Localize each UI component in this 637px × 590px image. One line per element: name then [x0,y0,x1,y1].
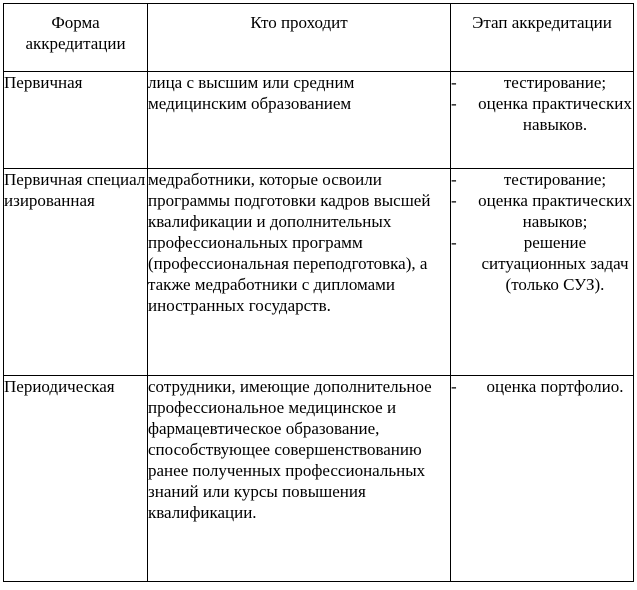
form-cell [4,72,148,169]
who-cell [148,169,451,376]
stage-list [451,72,633,135]
table-row [4,376,634,582]
stage-text: оценка практических навыков. [478,94,632,134]
header-cell-who [148,4,451,72]
stage-list [451,169,633,295]
bullet-dash: - [451,191,457,210]
accreditation-table [3,3,634,582]
stage-cell [451,376,634,582]
stage-text: решение ситуационных задач (только СУЗ). [481,233,629,294]
bullet-dash: - [451,94,457,113]
header-cell-stage [451,4,634,72]
bullet-dash: - [451,170,457,189]
bullet-dash: - [451,233,457,252]
stage-text: оценка портфолио. [486,377,624,396]
bullet-dash: - [451,377,457,396]
header-cell-form [4,4,148,72]
stage-text: тестирование; [503,73,607,92]
who-cell [148,376,451,582]
stage-cell [451,169,634,376]
form-text: Периодическая [4,377,115,396]
form-cell [4,376,148,582]
stage-text: тестирование; [503,170,607,189]
header-stage-label: Этап аккредитации [472,13,612,32]
stage-item [451,232,633,295]
table-row [4,72,634,169]
form-text: Первичная специализированная [4,170,146,210]
header-who-label: Кто проходит [250,13,348,32]
table-header-row [4,4,634,72]
who-cell [148,72,451,169]
stage-item [451,376,633,397]
stage-item [451,190,633,232]
stage-item [451,72,633,93]
who-text: медработники, которые освоили программы подготовки кадров высшей квалификации и дополнительных профессиональных программ (профессиональная переподготовка), а также медработники с дипломами иностранных государств. [148,170,431,315]
header-form-label: Форма аккредитации [25,13,126,53]
stage-cell [451,72,634,169]
stage-text: оценка практических навыков; [478,191,632,231]
stage-item [451,169,633,190]
form-text: Первичная [4,73,83,92]
stage-list [451,376,633,397]
stage-item [451,93,633,135]
bullet-dash: - [451,73,457,92]
who-text: сотрудники, имеющие дополнительное профессиональное медицинское и фармацевтическое образование, способствующее совершенствованию ранее полученных профессиональных знаний или курсы повышения квалификации. [148,377,432,522]
form-cell [4,169,148,376]
who-text: лица с высшим или средним медицинским образованием [148,73,355,113]
table-row [4,169,634,376]
